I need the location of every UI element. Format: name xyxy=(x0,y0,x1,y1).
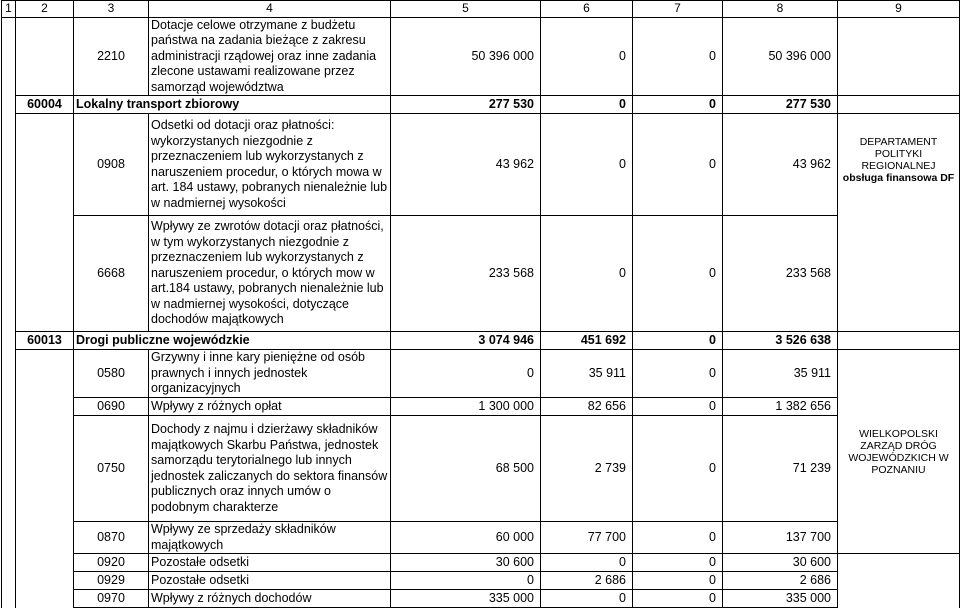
description-cell: Wpływy ze zwrotów dotacji oraz płatności, w tym wykorzystanych niezgodnie z przeznaczeniem lub wykorzystanych z naruszeniem procedur, o których mow w art.184 ustawy, pobranych nienależnie lub w nadmiernej wysokości, dotyczące dochodów majątkowych xyxy=(149,216,391,332)
dzial-cell xyxy=(2,416,16,522)
rozdzial-cell xyxy=(16,554,74,572)
header-cell: 9 xyxy=(838,1,960,18)
amount-cell: 35 911 xyxy=(541,350,633,398)
paragraf-cell: 0870 xyxy=(74,522,149,554)
unit-cell xyxy=(838,572,960,590)
description-cell: Pozostałe odsetki xyxy=(149,572,391,590)
table-row xyxy=(2,522,960,554)
amount-cell: 277 530 xyxy=(723,96,838,114)
department-note: obsługa finansowa DF xyxy=(842,172,955,184)
rozdzial-cell xyxy=(16,522,74,554)
rozdzial-cell xyxy=(16,350,74,398)
amount-cell: 137 700 xyxy=(723,522,838,554)
amount-cell: 0 xyxy=(633,114,723,216)
amount-cell: 1 300 000 xyxy=(391,398,541,416)
paragraf-cell: 0920 xyxy=(74,554,149,572)
paragraf-cell: 0580 xyxy=(74,350,149,398)
unit-cell xyxy=(838,554,960,572)
description-cell: Odsetki od dotacji oraz płatności: wykorzystanych niezgodnie z przeznaczeniem lub wykorzystanych z naruszeniem procedur, o których mowa w art. 184 ustawy, pobranych nienależnie lub w nadmiernej wysokości xyxy=(149,114,391,216)
header-cell: 1 xyxy=(2,1,16,18)
header-cell: 5 xyxy=(391,1,541,18)
paragraf-cell: 0908 xyxy=(74,114,149,216)
dzial-cell xyxy=(2,590,16,608)
description-cell: Dotacje celowe otrzymane z budżetu państwa na zadania bieżące z zakresu administracji rządowej oraz inne zadania zlecone ustawami realizowane przez samorząd województwa xyxy=(149,17,391,96)
unit-cell xyxy=(838,96,960,114)
amount-cell: 451 692 xyxy=(541,332,633,350)
amount-cell: 43 962 xyxy=(723,114,838,216)
header-cell: 4 xyxy=(149,1,391,18)
description-cell: Drogi publiczne wojewódzkie xyxy=(74,332,391,350)
header-cell: 3 xyxy=(74,1,149,18)
amount-cell: 2 686 xyxy=(541,572,633,590)
amount-cell: 0 xyxy=(541,216,633,332)
amount-cell: 50 396 000 xyxy=(391,17,541,96)
responsible-unit-cell xyxy=(838,350,960,554)
dzial-cell xyxy=(2,114,16,216)
rozdzial-cell xyxy=(16,17,74,96)
rozdzial-cell xyxy=(16,416,74,522)
amount-cell: 43 962 xyxy=(391,114,541,216)
table-row xyxy=(2,398,960,416)
description-cell: Dochody z najmu i dzierżawy składników majątkowych Skarbu Państwa, jednostek samorządu terytorialnego lub innych jednostek zaliczanych do sektora finansów publicznych oraz innych umów o podobnym charakterze xyxy=(149,416,391,522)
description-cell: Lokalny transport zbiorowy xyxy=(74,96,391,114)
header-cell: 6 xyxy=(541,1,633,18)
unit-cell xyxy=(838,17,960,96)
amount-cell: 2 739 xyxy=(541,416,633,522)
unit-cell xyxy=(838,332,960,350)
paragraf-cell: 0929 xyxy=(74,572,149,590)
amount-cell: 68 500 xyxy=(391,416,541,522)
amount-cell: 335 000 xyxy=(723,590,838,608)
description-cell: Pozostałe odsetki xyxy=(149,554,391,572)
amount-cell: 0 xyxy=(633,398,723,416)
table-row xyxy=(2,96,960,114)
header-cell: 2 xyxy=(16,1,74,18)
amount-cell: 0 xyxy=(633,17,723,96)
unit-cell xyxy=(838,590,960,608)
table-row xyxy=(2,554,960,572)
rozdzial-cell xyxy=(16,572,74,590)
amount-cell: 0 xyxy=(633,96,723,114)
amount-cell: 71 239 xyxy=(723,416,838,522)
amount-cell: 0 xyxy=(633,332,723,350)
amount-cell: 82 656 xyxy=(541,398,633,416)
dzial-cell xyxy=(2,522,16,554)
rozdzial-cell xyxy=(16,216,74,332)
paragraf-cell: 2210 xyxy=(74,17,149,96)
amount-cell: 0 xyxy=(391,572,541,590)
amount-cell: 3 526 638 xyxy=(723,332,838,350)
column-header-row xyxy=(2,1,960,18)
amount-cell: 50 396 000 xyxy=(723,17,838,96)
table-row xyxy=(2,332,960,350)
department-name: WIELKOPOLSKI ZARZĄD DRÓG WOJEWÓDZKICH W POZNANIU xyxy=(848,427,949,476)
amount-cell: 30 600 xyxy=(391,554,541,572)
dzial-cell xyxy=(2,216,16,332)
dzial-cell xyxy=(2,350,16,398)
rozdzial-cell xyxy=(16,398,74,416)
amount-cell: 0 xyxy=(633,590,723,608)
amount-cell: 0 xyxy=(541,554,633,572)
amount-cell: 0 xyxy=(633,572,723,590)
amount-cell: 2 686 xyxy=(723,572,838,590)
table-row xyxy=(2,216,960,332)
dzial-cell xyxy=(2,17,16,96)
department-name: DEPARTAMENT POLITYKI REGIONALNEJ xyxy=(859,136,938,172)
amount-cell: 0 xyxy=(541,590,633,608)
amount-cell: 335 000 xyxy=(391,590,541,608)
header-cell: 8 xyxy=(723,1,838,18)
table-row xyxy=(2,416,960,522)
description-cell: Wpływy z różnych dochodów xyxy=(149,590,391,608)
rozdzial-cell: 60004 xyxy=(16,96,74,114)
amount-cell: 233 568 xyxy=(391,216,541,332)
amount-cell: 77 700 xyxy=(541,522,633,554)
rozdzial-cell xyxy=(16,590,74,608)
amount-cell: 35 911 xyxy=(723,350,838,398)
paragraf-cell: 0970 xyxy=(74,590,149,608)
amount-cell: 3 074 946 xyxy=(391,332,541,350)
paragraf-cell: 0750 xyxy=(74,416,149,522)
amount-cell: 0 xyxy=(541,17,633,96)
amount-cell: 233 568 xyxy=(723,216,838,332)
dzial-cell xyxy=(2,332,16,350)
rozdzial-cell: 60013 xyxy=(16,332,74,350)
amount-cell: 60 000 xyxy=(391,522,541,554)
description-cell: Grzywny i inne kary pieniężne od osób prawnych i innych jednostek organizacyjnych xyxy=(149,350,391,398)
amount-cell: 0 xyxy=(633,216,723,332)
amount-cell: 0 xyxy=(633,554,723,572)
amount-cell: 0 xyxy=(633,522,723,554)
amount-cell: 277 530 xyxy=(391,96,541,114)
dzial-cell xyxy=(2,96,16,114)
header-cell: 7 xyxy=(633,1,723,18)
rozdzial-cell xyxy=(16,114,74,216)
table-row xyxy=(2,114,960,216)
paragraf-cell: 0690 xyxy=(74,398,149,416)
paragraf-cell: 6668 xyxy=(74,216,149,332)
table-row xyxy=(2,572,960,590)
table-row xyxy=(2,350,960,398)
responsible-unit-cell xyxy=(838,114,960,332)
table-row xyxy=(2,17,960,96)
dzial-cell xyxy=(2,572,16,590)
amount-cell: 1 382 656 xyxy=(723,398,838,416)
amount-cell: 0 xyxy=(391,350,541,398)
dzial-cell xyxy=(2,554,16,572)
dzial-cell xyxy=(2,398,16,416)
amount-cell: 0 xyxy=(633,350,723,398)
budget-table xyxy=(1,0,960,608)
amount-cell: 0 xyxy=(633,416,723,522)
amount-cell: 0 xyxy=(541,96,633,114)
description-cell: Wpływy z różnych opłat xyxy=(149,398,391,416)
amount-cell: 0 xyxy=(541,114,633,216)
description-cell: Wpływy ze sprzedaży składników majątkowych xyxy=(149,522,391,554)
table-row xyxy=(2,590,960,608)
amount-cell: 30 600 xyxy=(723,554,838,572)
